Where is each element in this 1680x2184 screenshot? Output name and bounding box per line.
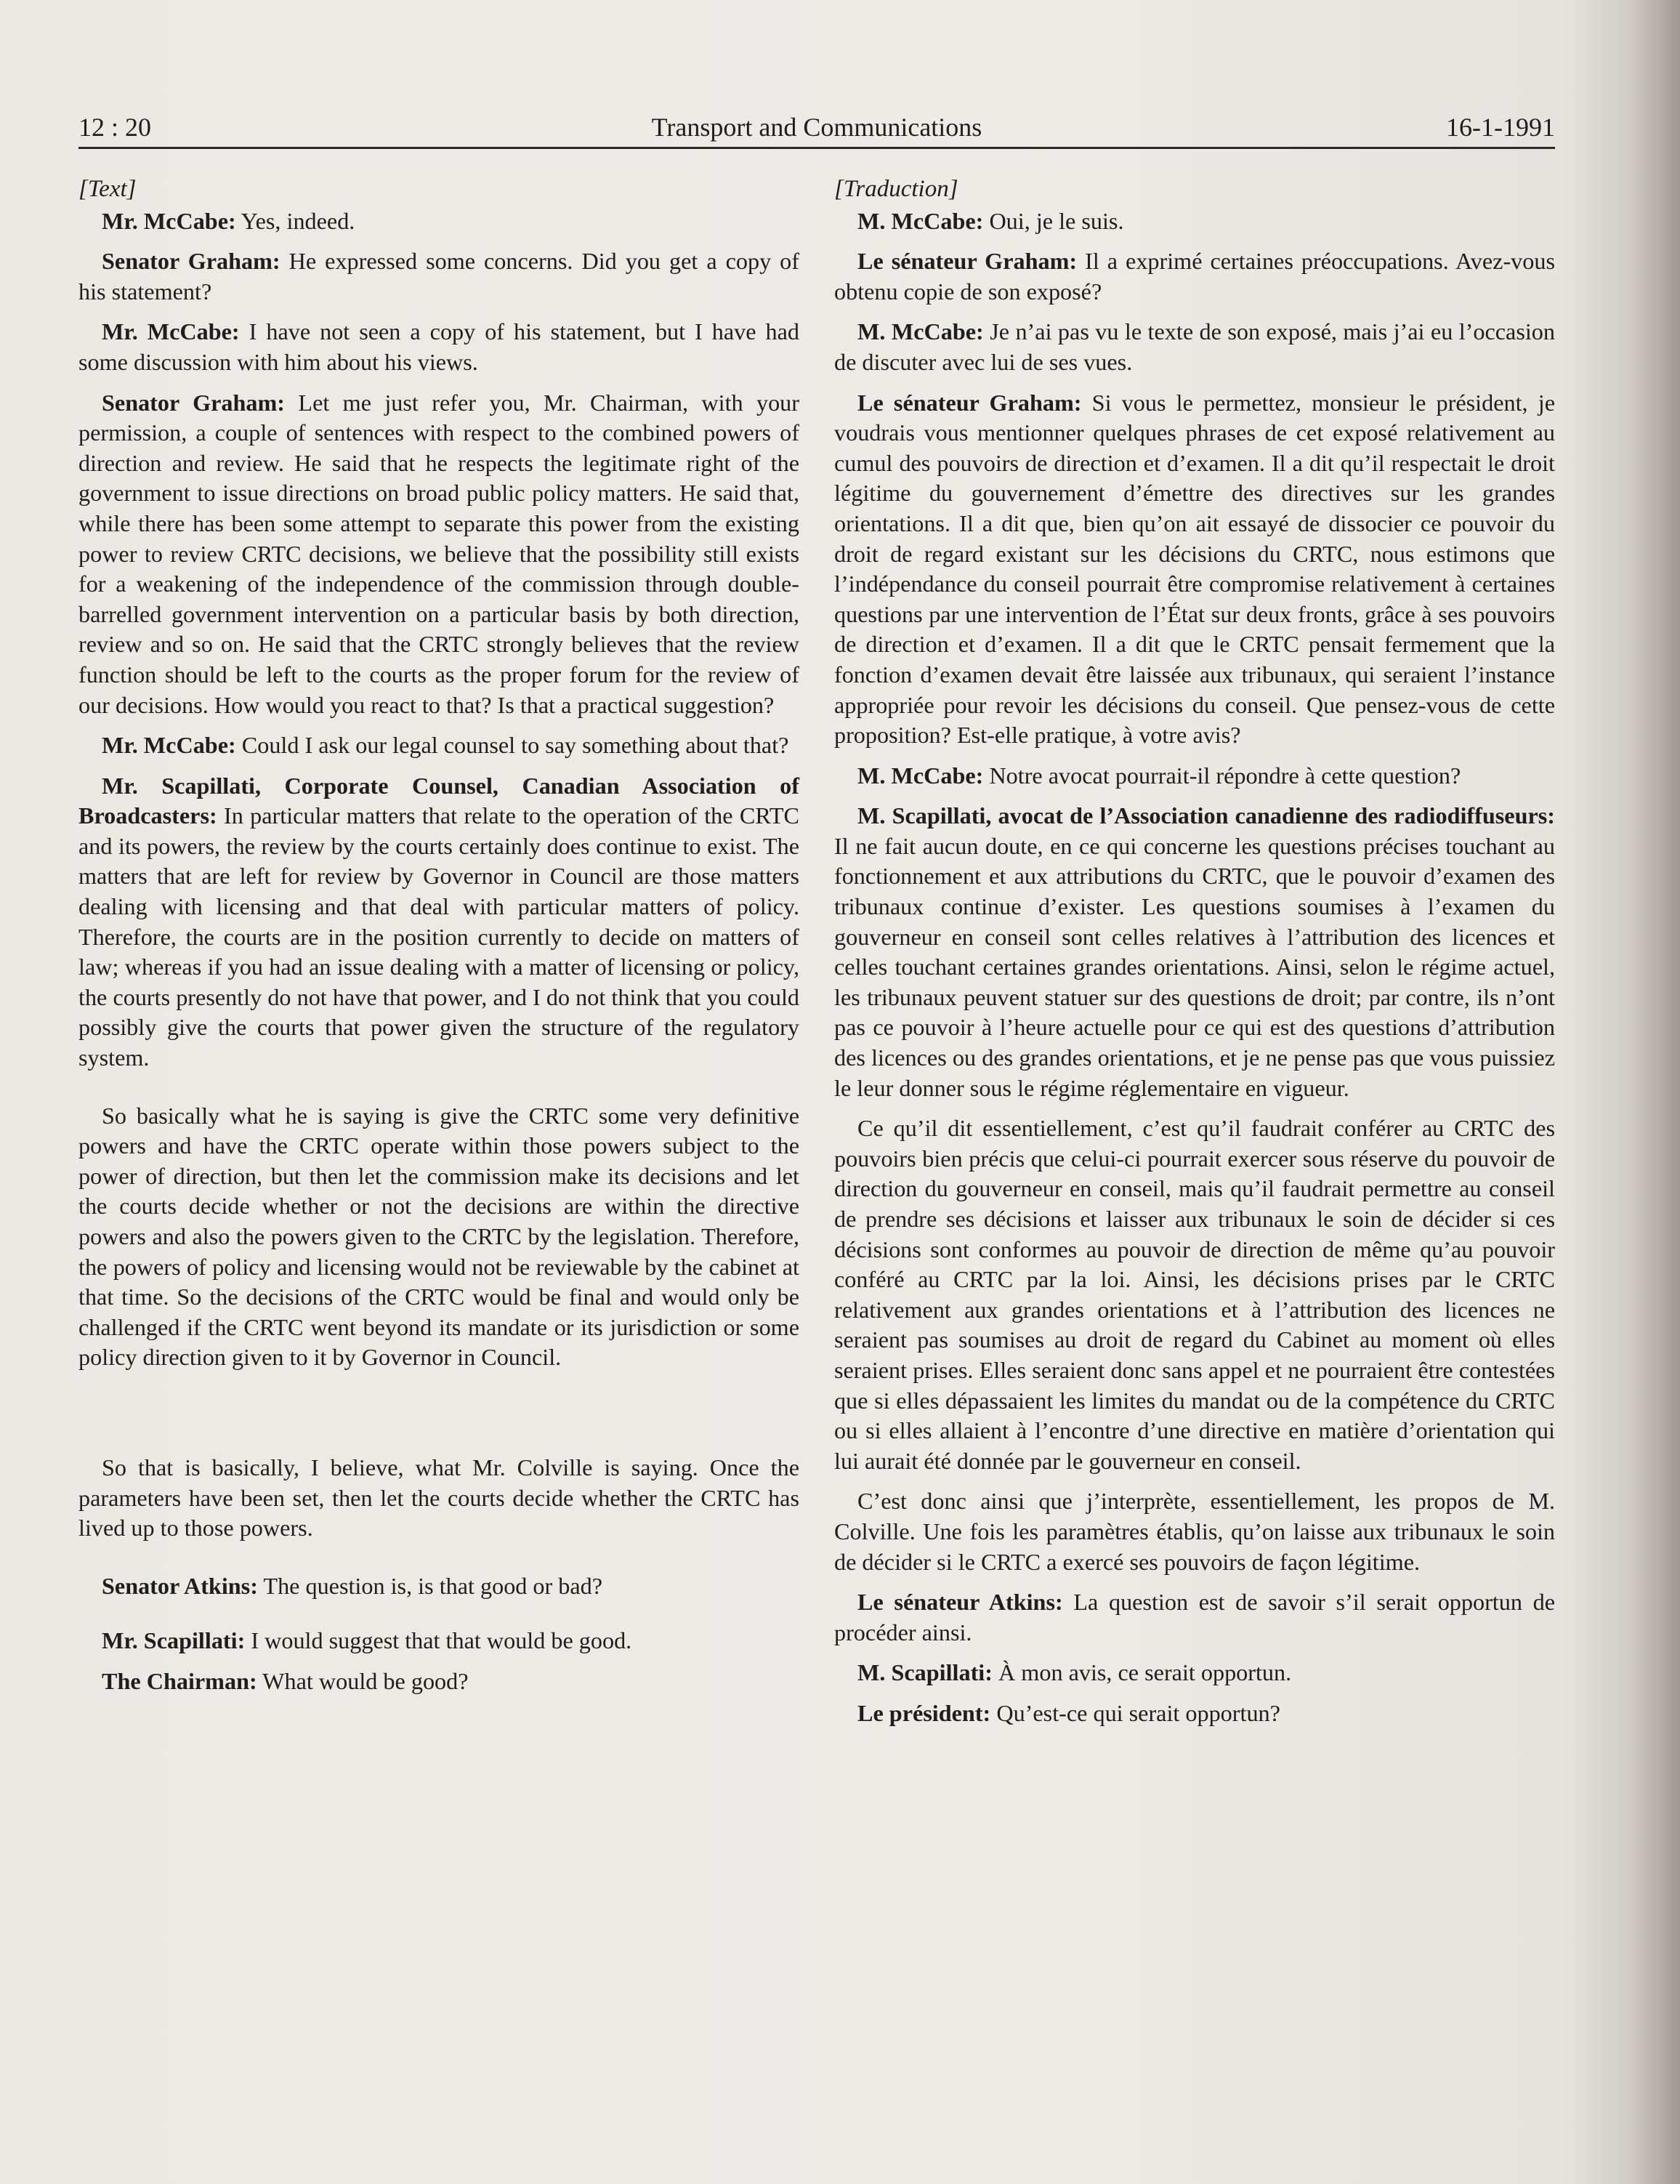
speech-text: I have not seen a copy of his statement, but I have had some discussion with him about his views. xyxy=(78,318,799,375)
speaker-name: Mr. Scapillati, Corporate Counsel, Canadian Association of Broadcasters: xyxy=(78,772,799,829)
transcript-paragraph xyxy=(78,1571,799,1602)
speaker-name: M. Scapillati, avocat de l’Association canadienne des radiodiffuseurs: xyxy=(857,802,1555,829)
transcript-paragraph: C’est donc ainsi que j’interprète, essentiellement, les propos de M. Colville. Une fois les paramètres établis, qu’on laisse aux tribunaux le soin de décider si le CRTC a exercé ses pouvoirs de façon légitime. xyxy=(834,1488,1555,1575)
speaker-name: Le sénateur Atkins: xyxy=(857,1589,1063,1616)
speech-text: Oui, je le suis. xyxy=(983,207,1124,234)
speech-text: Qu’est-ce qui serait opportun? xyxy=(990,1699,1280,1726)
french-column xyxy=(834,174,1555,1739)
transcript-paragraph xyxy=(834,1587,1555,1648)
speech-text: Could I ask our legal counsel to say something about that? xyxy=(235,732,789,759)
speaker-name: Senator Graham: xyxy=(102,248,280,275)
transcript-paragraph xyxy=(78,1626,799,1656)
speaker-name: The Chairman: xyxy=(102,1667,257,1694)
speaker-name: Mr. McCabe: xyxy=(102,318,240,345)
page-number: 12 : 20 xyxy=(78,113,152,142)
speech-text: À mon avis, ce serait opportun. xyxy=(992,1659,1292,1686)
speaker-name: Mr. Scapillati: xyxy=(102,1627,246,1654)
section-label: [Traduction] xyxy=(834,176,958,202)
speech-text: The question is, is that good or bad? xyxy=(257,1572,603,1599)
transcript-paragraph xyxy=(834,206,1555,237)
transcript-paragraph xyxy=(834,1658,1555,1688)
speaker-name: M. McCabe: xyxy=(857,207,984,234)
speaker-name: Le sénateur Graham: xyxy=(857,248,1078,275)
transcript-paragraph xyxy=(834,317,1555,377)
speaker-name: M. McCabe: xyxy=(857,318,984,345)
speech-text: La question est de savoir s’il serait opportun de procéder ainsi. xyxy=(834,1589,1555,1645)
header-rule xyxy=(78,147,1555,149)
speech-text: What would be good? xyxy=(257,1667,469,1694)
binding-shadow xyxy=(1629,0,1680,2184)
transcript-paragraph xyxy=(78,730,799,761)
transcript-paragraph xyxy=(78,246,799,307)
speech-text: He expressed some concerns. Did you get a copy of his statement? xyxy=(78,248,799,305)
english-column xyxy=(78,174,799,1707)
transcript-paragraph xyxy=(78,1667,799,1697)
speaker-name: Senator Graham: xyxy=(102,389,286,416)
speech-text: Yes, indeed. xyxy=(235,207,355,234)
transcript-paragraph xyxy=(834,801,1555,1103)
transcript-paragraph: So that is basically, I believe, what Mr. Colville is saying. Once the parameters have been set, then let the courts decide whether the CRTC has lived up to those powers. xyxy=(78,1454,799,1542)
speech-text: Je n’ai pas vu le texte de son exposé, mais j’ai eu l’occasion de discuter avec lui de ses vues. xyxy=(834,318,1555,375)
speaker-name: Senator Atkins: xyxy=(102,1572,258,1599)
speech-text: Il a exprimé certaines préoccupations. Avez-vous obtenu copie de son exposé? xyxy=(834,248,1555,305)
transcript-paragraph xyxy=(834,388,1555,751)
speaker-name: Le sénateur Graham: xyxy=(857,389,1082,416)
speaker-name: Mr. McCabe: xyxy=(102,207,236,234)
speaker-name: Le président: xyxy=(857,1699,991,1726)
speaker-name: M. McCabe: xyxy=(857,762,984,789)
speech-text: Let me just refer you, Mr. Chairman, with your permission, a couple of sentences with respect to the combined powers of direction and review. He said that he respects the legitimate right of the government to issue directions on broad public policy matters. He said that, while there has been some attempt to separate this power from the existing power to review CRTC decisions, we believe that the possibility still exists for a weakening of the independence of the commission through double-barrelled government intervention on a particular basis by both direction, review and so on. He said that the CRTC strongly believes that the review function should be left to the courts as the proper forum for the review of our decisions. How would you react to that? Is that a practical suggestion? xyxy=(78,389,799,718)
transcript-paragraph xyxy=(834,761,1555,791)
transcript-paragraph xyxy=(834,1699,1555,1729)
section-label: [Text] xyxy=(78,176,137,202)
transcript-paragraph xyxy=(78,771,799,1073)
issue-date: 16-1-1991 xyxy=(1446,113,1555,142)
transcript-paragraph xyxy=(834,246,1555,307)
speech-text: In particular matters that relate to the operation of the CRTC and its powers, the review by the courts certainly does continue to exist. The matters that are left for review by Governor in Council are those matters dealing with licensing and that deal with particular matters of policy. Therefore, the courts are in the position currently to decide on matters of law; whereas if you had an issue dealing with a matter of licensing or policy, the courts presently do not have that power, and I do not think that you could possibly give the courts that power given the structure of the regulatory system. xyxy=(78,802,799,1071)
speech-text: Si vous le permettez, monsieur le président, je voudrais vous mentionner quelques phrases de cet exposé relativement au cumul des pouvoirs de direction et d’examen. Il a dit qu’il respectait le droit légitime du gouvernement d’émettre des directives sur les grandes orientations. Il a dit que, bien qu’on ait essayé de dissocier ce pouvoir du droit de regard existant sur les décisions du CRTC, nous estimons que l’indépendance du conseil pourrait être compromise relativement à certaines questions par une intervention de l’État sur deux fronts, grâce à ses pouvoirs de direction et d’examen. Il a dit que le CRTC pensait fermement que la fonction d’examen devait être laissée aux tribunaux, qui seraient l’instance appropriée pour revoir les décisions du conseil. Que pensez-vous de cette proposition? Est-elle pratique, à votre avis? xyxy=(834,389,1555,749)
running-header xyxy=(78,109,1555,147)
speech-text: I would suggest that that would be good. xyxy=(245,1627,632,1654)
speaker-name: M. Scapillati: xyxy=(857,1659,993,1686)
transcript-paragraph: Ce qu’il dit essentiellement, c’est qu’il faudrait conférer au CRTC des pouvoirs bien précis que celui-ci pourrait exercer sous réserve du pouvoir de direction du gouverneur en conseil, mais qu’il faudrait permettre au conseil de prendre ses décisions et laisser aux tribunaux le soin de décider si ces décisions sont conformes au pouvoir de direction de même qu’au pouvoir conféré au CRTC par la loi. Ainsi, les décisions prises par le CRTC relativement aux grandes orientations et à l’attribution des licences ne seraient pas soumises au droit de regard du Cabinet au moment où elles seraient prises. Elles seraient donc sans appel et ne pourraient être contestées que si elles dépassaient les limites du mandat ou de la compétence du CRTC ou si elles allaient à l’encontre d’une directive en matière d’orientation qui lui aurait été donnée par le gouverneur en conseil. xyxy=(834,1115,1555,1474)
speech-text: Notre avocat pourrait-il répondre à cette question? xyxy=(983,762,1461,789)
speech-text: Il ne fait aucun doute, en ce qui concerne les questions précises touchant au fonctionnement et aux attributions du CRTC, que le pouvoir d’examen des tribunaux continue d’exister. Les questions soumises à l’examen du gouverneur en conseil sont celles relatives à l’attribution des licences et celles touchant certaines grandes orientations. Ainsi, selon le régime actuel, les tribunaux peuvent statuer sur des questions de droit; par contre, ils n’ont pas ce pouvoir à l’heure actuelle pour ce qui est des questions d’attribution des licences ou des grandes orientations, et je ne pense pas que vous puissiez le leur donner sous le régime réglementaire en vigueur. xyxy=(834,832,1555,1101)
transcript-paragraph: So basically what he is saying is give the CRTC some very definitive powers and have the CRTC operate within those powers subject to the power of direction, but then let the commission make its decisions and let the courts decide whether or not the decisions are within the directive powers and also the powers given to the CRTC by the legislation. Therefore, the powers of policy and licensing would not be reviewable by the cabinet at that time. So the decisions of the CRTC would be final and would only be challenged if the CRTC went beyond its mandate or its jurisdiction or some policy direction given to it by Governor in Council. xyxy=(78,1102,799,1371)
transcript-paragraph xyxy=(78,206,799,237)
publication-title: Transport and Communications xyxy=(651,113,982,142)
transcript-paragraph xyxy=(78,317,799,377)
speaker-name: Mr. McCabe: xyxy=(102,732,236,759)
transcript-paragraph xyxy=(78,388,799,721)
